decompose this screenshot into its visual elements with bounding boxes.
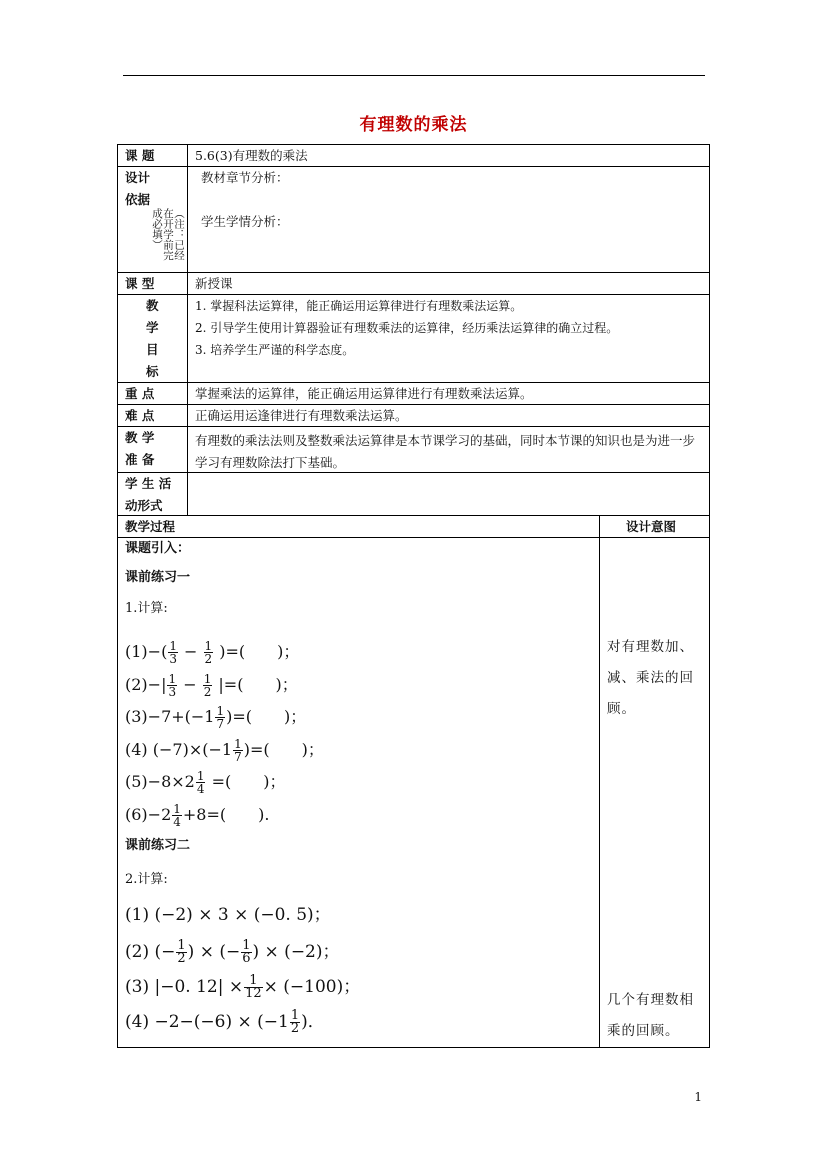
fraction: $\frac{1}{3}$ xyxy=(169,639,177,666)
basis-note: （注：已经在开学前完成必填） xyxy=(151,208,185,261)
goal-item-3: 3. 培养学生严谨的科学态度。 xyxy=(195,343,355,357)
fraction: $\frac{1}{12}$ xyxy=(245,973,262,1001)
fraction: $\frac{1}{7}$ xyxy=(234,736,242,764)
process-header: 教学过程 xyxy=(125,519,176,534)
goals-label-2: 学 xyxy=(146,320,159,335)
fraction: $\frac{1}{2}$ xyxy=(203,671,212,699)
exercise-line: (3) |−0. 12| × $\frac{1}{12}$ × (−100)； xyxy=(125,973,361,1001)
type-value: 新授课 xyxy=(195,276,233,291)
exercise-line: (2) (− $\frac{1}{2}$ ) × (− $\frac{1}{6}$ ) × (−2)； xyxy=(125,938,340,966)
fraction: $\frac{1}{6}$ xyxy=(242,938,251,966)
basis-line-1: 教材章节分析： xyxy=(201,170,289,185)
activity-label-2: 动形式 xyxy=(125,498,163,513)
intro-heading: 课题引入： xyxy=(125,541,191,556)
exercise-line: (1) (−2) × 3 × (−0. 5)； xyxy=(125,905,331,925)
basis-label-2: 依据 xyxy=(125,192,151,207)
exercise-line: (6)−2 $\frac{1}{4}$ +8=( ). xyxy=(125,801,270,829)
goal-item-1: 1. 掌握科法运算律，能正确运用运算律进行有理数乘法运算。 xyxy=(195,299,523,313)
fraction: $\frac{1}{4}$ xyxy=(173,801,181,829)
key-value: 掌握乘法的运算律，能正确运用运算律进行有理数乘法运算。 xyxy=(195,386,533,401)
intent-header: 设计意图 xyxy=(626,519,677,534)
exercise-line: (4) −2−(−6) × (−1 $\frac{1}{2}$ )． xyxy=(125,1008,325,1036)
page-number: 1 xyxy=(694,1090,702,1104)
difficult-value: 正确运用运逢律进行有理数乘法运算。 xyxy=(195,408,408,423)
fraction: $\frac{1}{2}$ xyxy=(290,1008,300,1036)
exercise-line: (1)−( $\frac{1}{3}$ − $\frac{1}{2}$ )=( )； xyxy=(125,639,300,666)
exercise-line: (5)−8×2 $\frac{1}{4}$ =( )； xyxy=(125,769,286,796)
fraction: $\frac{1}{4}$ xyxy=(196,769,205,796)
prep-label-1: 教 学 xyxy=(125,430,155,445)
practice2-heading: 课前练习二 xyxy=(125,838,191,853)
prep-value: 有理数的乘法法则及整数乘法运算律是本节课学习的基础，同时本节课的知识也是为进一步学习有理数除法打下基础。 xyxy=(195,433,696,470)
exercise-line: (3)−7+(−1 $\frac{1}{7}$ )=( )； xyxy=(125,704,307,731)
intent-1: 对有理数加、减、乘法的回顾。 xyxy=(607,639,694,717)
fraction: $\frac{1}{2}$ xyxy=(204,639,213,666)
practice1-heading: 课前练习一 xyxy=(125,570,191,585)
exercise-line: (2)−| $\frac{1}{3}$ − $\frac{1}{2}$ |=( )； xyxy=(125,671,298,699)
fraction: $\frac{1}{7}$ xyxy=(216,704,225,731)
page-title: 有理数的乘法 xyxy=(359,115,468,135)
calc2-label: 2.计算: xyxy=(125,872,168,887)
topic-value: 5.6(3)有理数的乘法 xyxy=(195,148,308,163)
key-label: 重 点 xyxy=(125,386,155,401)
goal-item-2: 2. 引导学生使用计算器验证有理数乘法的运算律，经历乘法运算律的确立过程。 xyxy=(195,321,619,335)
fraction: $\frac{1}{3}$ xyxy=(168,671,177,699)
exercise-line: (4) (−7)×(−1 $\frac{1}{7}$ )=( )； xyxy=(125,736,324,764)
topic-label: 课 题 xyxy=(125,148,155,163)
basis-line-2: 学生学情分析： xyxy=(201,214,289,229)
prep-label-2: 准 备 xyxy=(125,452,155,467)
type-label: 课 型 xyxy=(125,276,155,291)
fraction: $\frac{1}{2}$ xyxy=(177,938,186,966)
calc1-label: 1.计算: xyxy=(125,601,168,616)
activity-label-1: 学 生 活 xyxy=(125,476,172,491)
goals-label-1: 教 xyxy=(146,298,159,313)
intent-2: 几个有理数相乘的回顾。 xyxy=(607,992,694,1039)
difficult-label: 难 点 xyxy=(125,408,155,423)
basis-label-1: 设计 xyxy=(125,170,151,185)
goals-label-3: 目 xyxy=(146,342,159,357)
goals-label-4: 标 xyxy=(146,364,159,379)
header-rule xyxy=(123,75,705,76)
